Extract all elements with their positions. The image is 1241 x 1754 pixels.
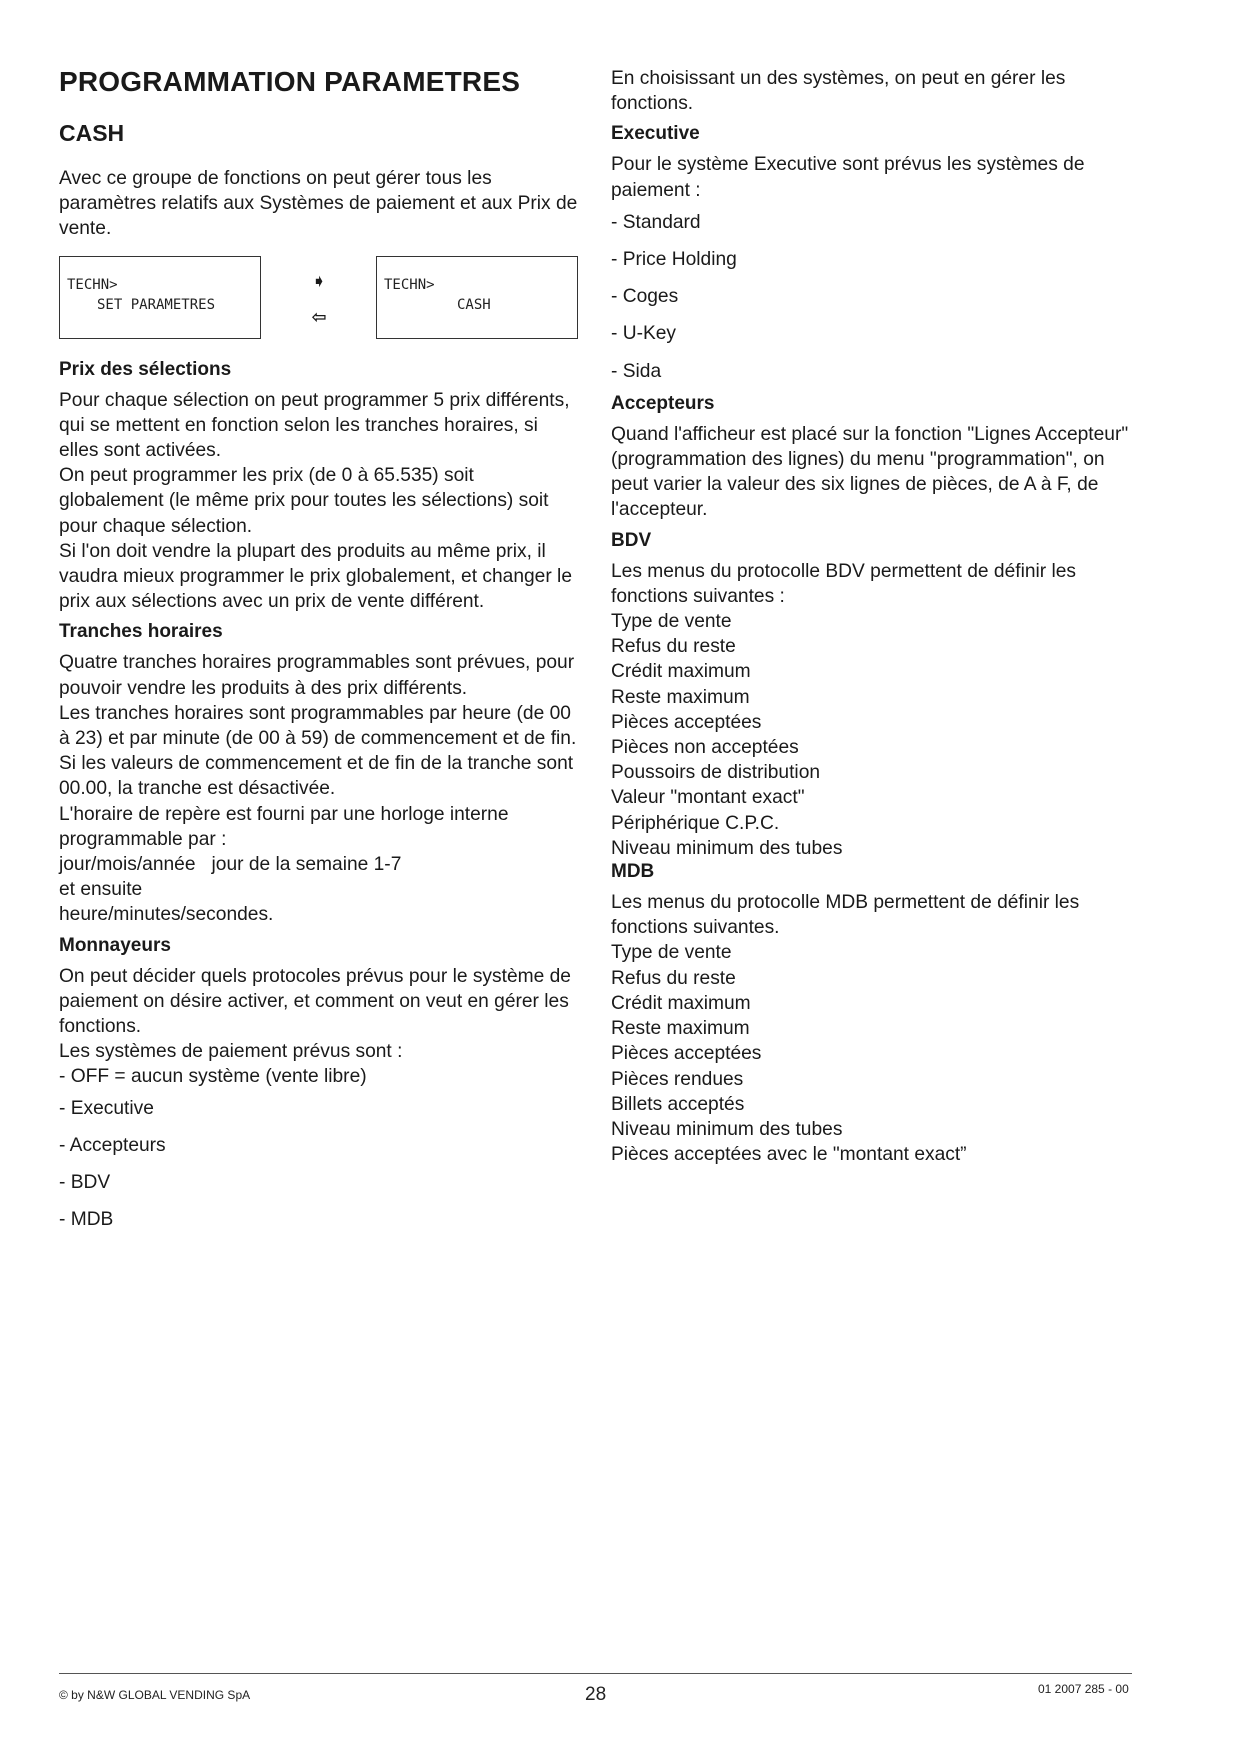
list-item: - Executive <box>59 1097 154 1119</box>
list-item: - Accepteurs <box>59 1134 166 1156</box>
list-item: - U-Key <box>611 323 677 345</box>
arrow-forward-icon: ➧ <box>311 270 327 291</box>
screen-line: SET PARAMETRES <box>97 296 216 313</box>
list-item: Pièces rendues <box>611 1068 744 1090</box>
list-item: Pièces acceptées avec le "montant exact” <box>611 1144 967 1166</box>
paragraph: Les systèmes de paiement prévus sont : <box>59 1041 403 1063</box>
paragraph: On peut décider quels protocoles prévus pour le système de paiement on désire activer, et comment on veut en gérer les fonctions. <box>59 965 571 1038</box>
heading-tranches-horaires: Tranches horaires <box>59 621 223 643</box>
list-item: - BDV <box>59 1172 111 1194</box>
list-item: Poussoirs de distribution <box>611 762 821 784</box>
paragraph: L'horaire de repère est fourni par une horloge interne programmable par : <box>59 803 509 850</box>
paragraph: Les menus du protocolle MDB permettent de définir les fonctions suivantes. <box>611 892 1080 939</box>
paragraph: Pour le système Executive sont prévus les systèmes de paiement : <box>611 154 1085 201</box>
list-item: Valeur "montant exact" <box>611 787 805 809</box>
paragraph: Les menus du protocolle BDV permettent de définir les fonctions suivantes : <box>611 560 1077 607</box>
list-item: Type de vente <box>611 942 732 964</box>
list-item: - Price Holding <box>611 249 737 271</box>
paragraph: On peut programmer les prix (de 0 à 65.535) soit globalement (le même prix pour toutes les sélections) soit pour chaque sélection. <box>59 465 549 537</box>
screen-line: TECHN> <box>67 276 118 293</box>
list-item: Refus du reste <box>611 967 736 989</box>
paragraph: Quatre tranches horaires programmables sont prévues, pour pouvoir vendre les produits à des prix différents. <box>59 652 575 699</box>
list-item: Pièces acceptées <box>611 711 762 733</box>
list-item: Périphérique C.P.C. <box>611 812 780 834</box>
screen-line: TECHN> <box>384 276 435 293</box>
list-item: - Coges <box>611 286 679 308</box>
list-item: Reste maximum <box>611 686 750 708</box>
list-item: Niveau minimum des tubes <box>611 1118 843 1140</box>
list-item: Niveau minimum des tubes <box>611 837 843 859</box>
list-item: - MDB <box>59 1209 114 1231</box>
paragraph: Si l'on doit vendre la plupart des produits au même prix, il vaudra mieux programmer le prix globalement, et changer le prix aux sélections avec un prix de vente différent. <box>59 540 572 613</box>
heading-bdv: BDV <box>611 529 652 551</box>
list-item: - Standard <box>611 211 701 233</box>
paragraph: et ensuite <box>59 879 143 901</box>
screen-line: CASH <box>457 296 491 313</box>
heading-monnayeurs: Monnayeurs <box>59 934 171 956</box>
list-item: Crédit maximum <box>611 661 751 683</box>
footer-divider <box>59 1673 1132 1674</box>
arrow-back-icon: ⇦ <box>311 306 327 327</box>
page-title: PROGRAMMATION PARAMETRES <box>59 66 521 97</box>
document-code: 01 2007 285 - 00 <box>1038 1682 1129 1696</box>
paragraph: Les tranches horaires sont programmables par heure (de 00 à 23) et par minute (de 00 à 59) de commencement et de fin. <box>59 702 577 750</box>
section-title: CASH <box>59 120 125 146</box>
display-screens <box>59 256 581 349</box>
intro-paragraph: Avec ce groupe de fonctions on peut gérer tous les paramètres relatifs aux Systèmes de paiement et aux Prix de vente. <box>59 168 578 240</box>
heading-mdb: MDB <box>611 861 655 883</box>
paragraph: jour/mois/année jour de la semaine 1-7 <box>59 854 402 876</box>
paragraph: En choisissant un des systèmes, on peut en gérer les fonctions. <box>611 68 1066 115</box>
list-item: Billets acceptés <box>611 1093 745 1115</box>
list-item: - Sida <box>611 360 662 382</box>
paragraph: Quand l'afficheur est placé sur la fonction "Lignes Accepteur" (programmation des lignes) du menu "programmation", on peut varier la valeur des six lignes de pièces, de A à F, de l'accepteur. <box>611 423 1129 521</box>
heading-prix-selections: Prix des sélections <box>59 358 232 380</box>
paragraph: Si les valeurs de commencement et de fin de la tranche sont 00.00, la tranche est désactivée. <box>59 753 574 800</box>
paragraph: Pour chaque sélection on peut programmer 5 prix différents, qui se mettent en fonction selon les tranches horaires, si elles sont activées. <box>59 389 570 462</box>
page-number: 28 <box>585 1684 607 1705</box>
right-column <box>611 66 1141 1167</box>
list-item: Pièces acceptées <box>611 1043 762 1065</box>
paragraph: heure/minutes/secondes. <box>59 904 274 926</box>
list-item: - OFF = aucun système (vente libre) <box>59 1066 367 1088</box>
list-item: Reste maximum <box>611 1018 750 1040</box>
heading-accepteurs: Accepteurs <box>611 392 715 414</box>
list-item: Crédit maximum <box>611 992 751 1014</box>
display-screen-cash <box>376 256 578 339</box>
left-column <box>59 66 581 1245</box>
heading-executive: Executive <box>611 123 700 145</box>
footer-copyright: © by N&W GLOBAL VENDING SpA <box>59 1688 251 1702</box>
display-screen-set-parametres <box>59 256 261 339</box>
list-item: Pièces non acceptées <box>611 737 799 759</box>
list-item: Refus du reste <box>611 636 736 658</box>
list-item: Type de vente <box>611 611 732 633</box>
